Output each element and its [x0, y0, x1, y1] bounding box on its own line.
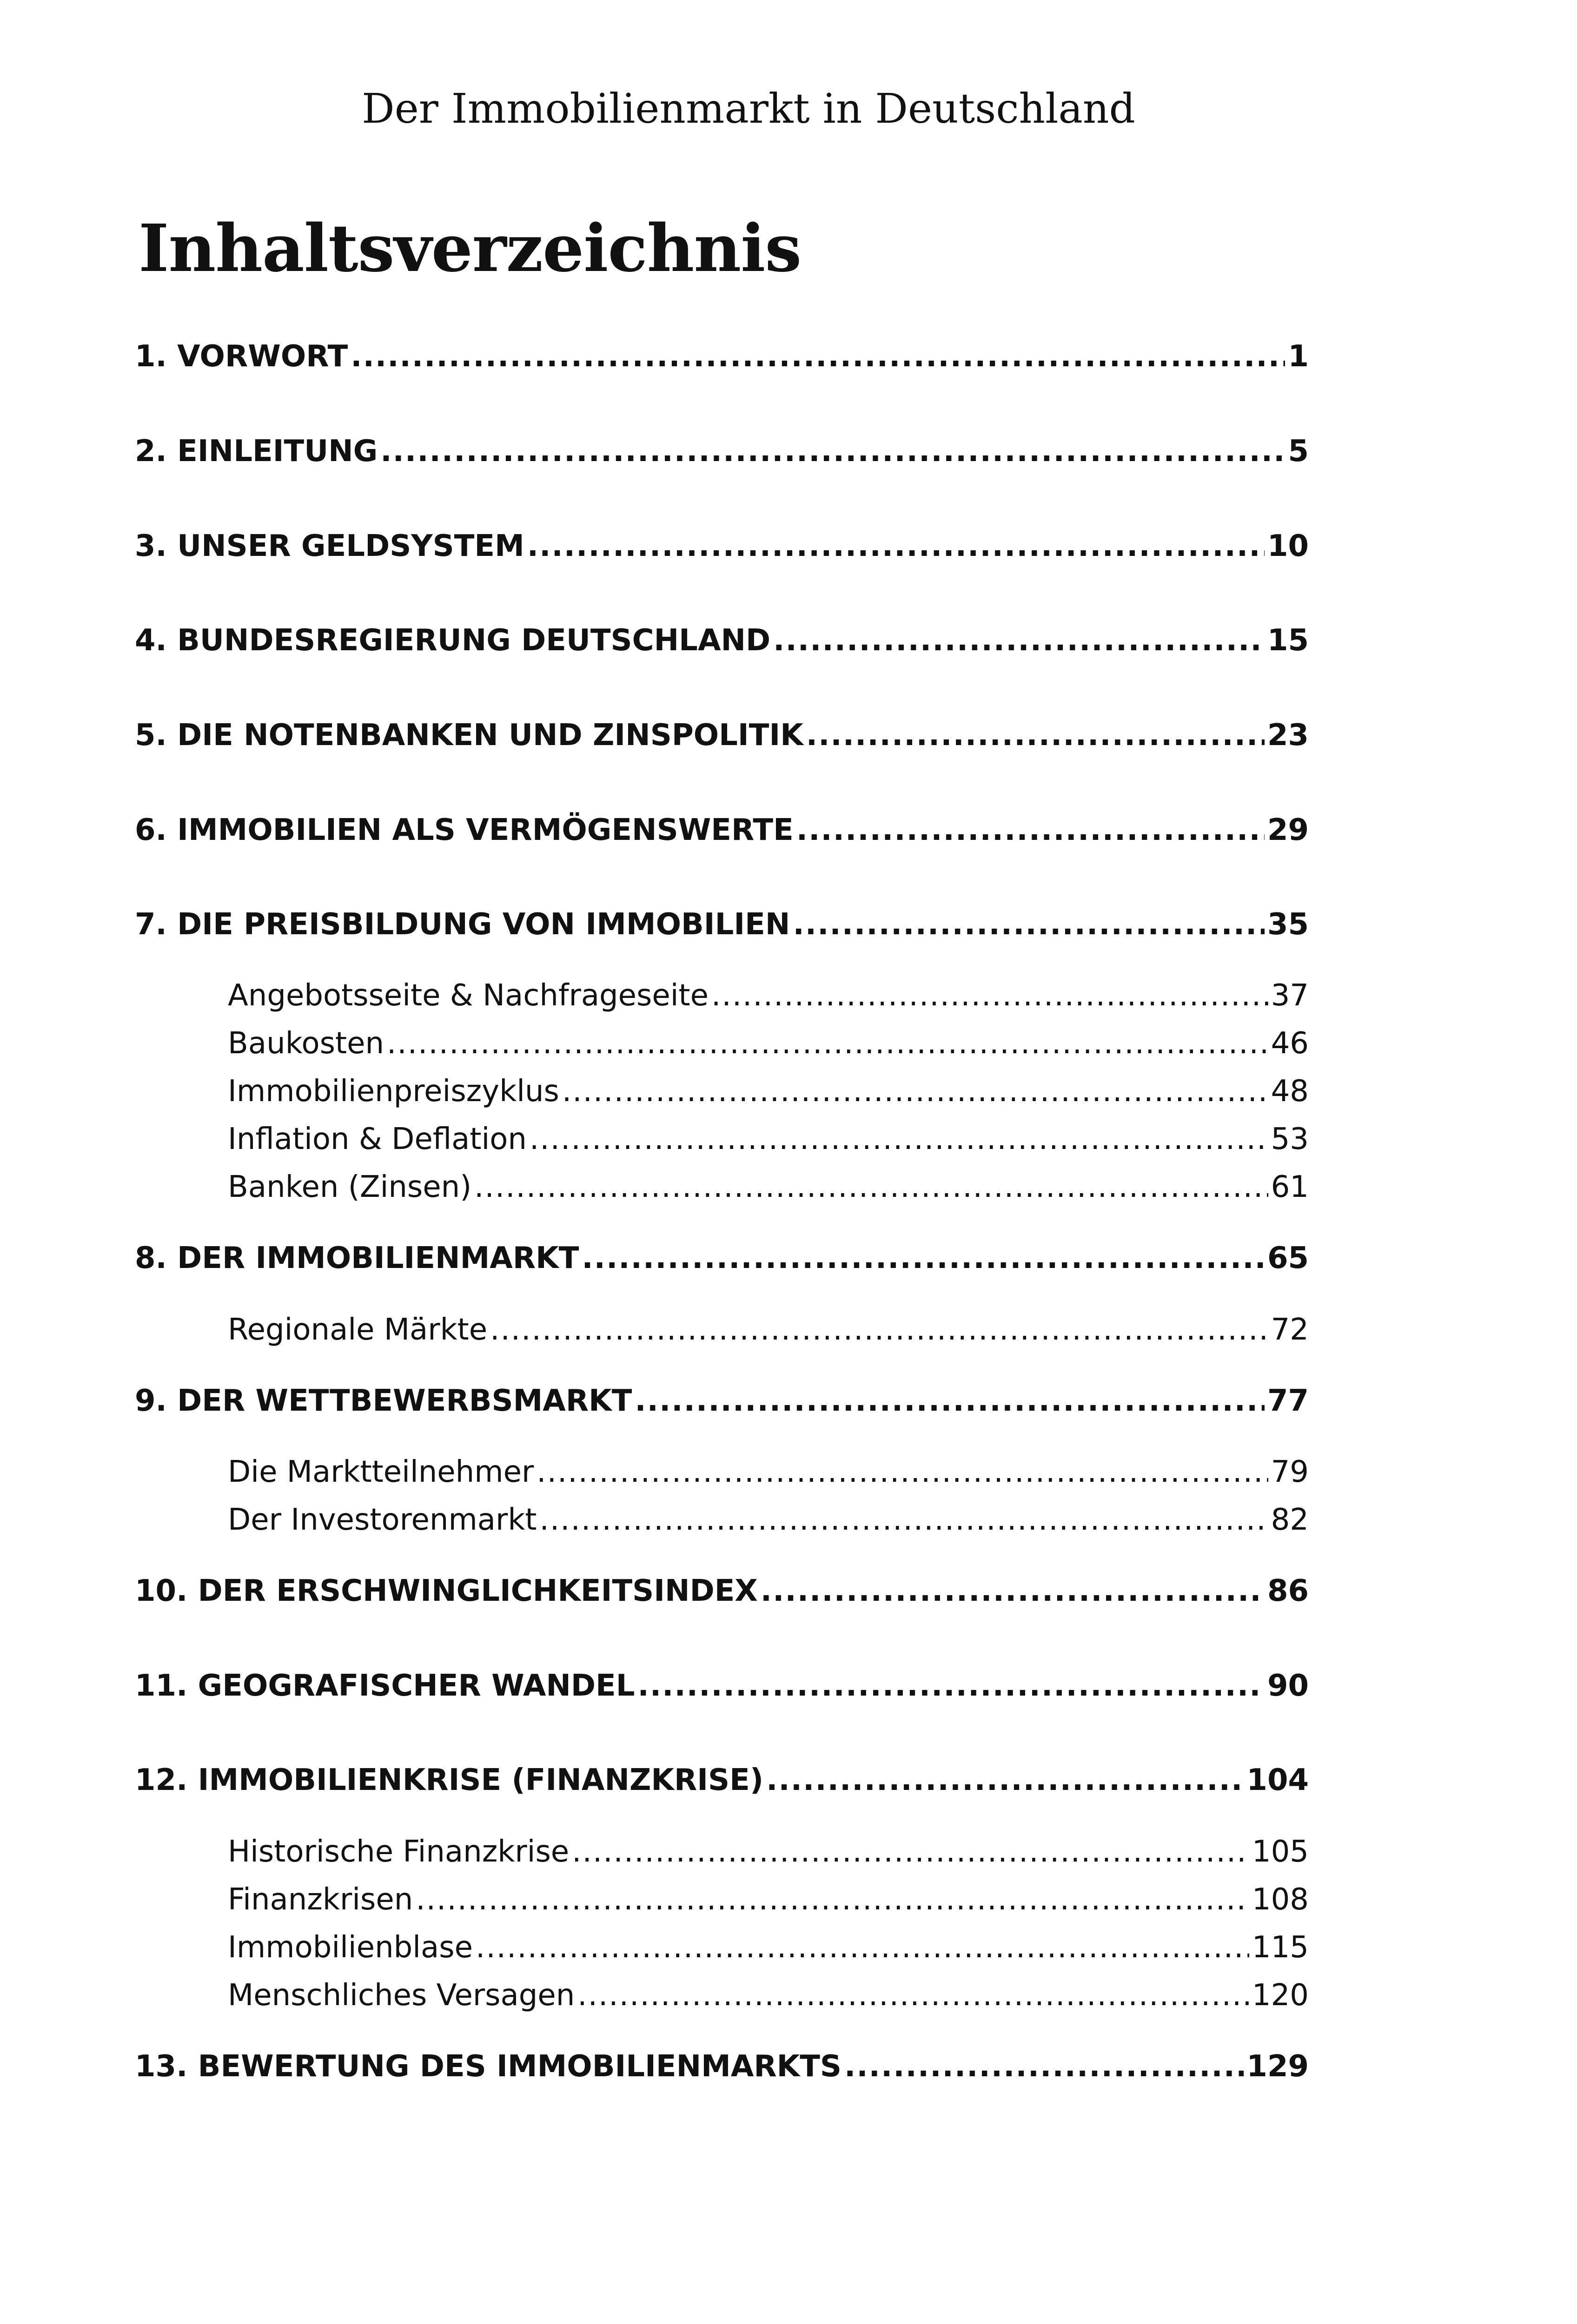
toc-page-number: 129 [1246, 2049, 1309, 2084]
toc-page-number: 23 [1267, 718, 1309, 753]
running-header: Der Immobilienmarkt in Deutschland [362, 85, 1135, 132]
toc-entry-label: Menschliches Versagen [228, 1978, 575, 2013]
toc-subentry-baukosten[interactable] [228, 1026, 1309, 1061]
toc-entry-label: 5. DIE NOTENBANKEN UND ZINSPOLITIK [135, 718, 803, 753]
toc-subentry-preiszyklus[interactable] [228, 1074, 1309, 1109]
dot-leader [490, 1315, 1268, 1345]
toc-page-number: 120 [1252, 1978, 1309, 2013]
toc-subentry-regionale-maerkte[interactable] [228, 1315, 1309, 1345]
toc-entry-label: 4. BUNDESREGIERUNG DEUTSCHLAND [135, 623, 771, 658]
toc-entry-label: Der Investorenmarkt [228, 1503, 537, 1537]
toc-entry-wettbewerbsmarkt[interactable] [135, 1386, 1309, 1416]
toc-page-number: 37 [1271, 978, 1309, 1013]
toc-entry-label: Inflation & Deflation [228, 1122, 527, 1156]
toc-entry-preisbildung[interactable] [135, 907, 1309, 942]
dot-leader [537, 1457, 1268, 1487]
toc-page-number: 77 [1267, 1384, 1309, 1418]
dot-leader [577, 1981, 1249, 2010]
toc-page-number: 86 [1267, 1574, 1309, 1608]
toc-entry-einleitung[interactable] [135, 434, 1309, 469]
toc-page-number: 53 [1271, 1122, 1309, 1156]
dot-leader [474, 1172, 1268, 1202]
dot-leader [773, 626, 1265, 655]
toc-subentry-menschliches-versagen[interactable] [228, 1978, 1309, 2013]
toc-entry-vermoegenswerte[interactable] [135, 815, 1309, 845]
toc-entry-label: Immobilienblase [228, 1930, 473, 1965]
toc-entry-label: 12. IMMOBILIENKRISE (FINANZKRISE) [135, 1763, 764, 1797]
toc-entry-immobilienkrise[interactable] [135, 1765, 1309, 1795]
toc-page-number: 65 [1267, 1241, 1309, 1275]
dot-leader [796, 815, 1265, 845]
toc-entry-notenbanken[interactable] [135, 718, 1309, 753]
dot-leader [572, 1837, 1249, 1867]
dot-leader [793, 910, 1265, 939]
dot-leader [844, 2052, 1244, 2081]
dot-leader [351, 342, 1285, 371]
toc-page-number: 29 [1267, 813, 1309, 847]
toc-subentry-immobilienblase[interactable] [228, 1930, 1309, 1965]
toc-entry-label: 9. DER WETTBEWERBSMARKT [135, 1384, 632, 1418]
toc-entry-label: 10. DER ERSCHWINGLICHKEITSINDEX [135, 1574, 758, 1608]
toc-subentry-finanzkrisen[interactable] [228, 1882, 1309, 1917]
toc-entry-label: 7. DIE PREISBILDUNG VON IMMOBILIEN [135, 907, 790, 942]
toc-page-number: 48 [1271, 1074, 1309, 1109]
toc-entry-unser-geldsystem[interactable] [135, 531, 1309, 561]
toc-page-number: 82 [1271, 1503, 1309, 1537]
toc-subentry-investorenmarkt[interactable] [228, 1505, 1309, 1535]
toc-subentry-marktteilnehmer[interactable] [228, 1457, 1309, 1487]
page-title: Inhaltsverzeichnis [139, 211, 802, 287]
dot-leader [527, 531, 1265, 561]
dot-leader [539, 1505, 1268, 1535]
toc-entry-bewertung[interactable] [135, 2049, 1309, 2084]
toc-entry-label: Historische Finanzkrise [228, 1835, 570, 1869]
toc-entry-label: 3. UNSER GELDSYSTEM [135, 529, 524, 563]
dot-leader [806, 720, 1265, 750]
toc-page-number: 104 [1246, 1763, 1309, 1797]
toc-entry-label: 11. GEOGRAFISCHER WANDEL [135, 1669, 635, 1703]
toc-page-number: 90 [1267, 1669, 1309, 1703]
dot-leader [638, 1671, 1265, 1701]
toc-entry-label: 8. DER IMMOBILIENMARKT [135, 1241, 579, 1275]
toc-entry-label: Finanzkrisen [228, 1882, 413, 1917]
toc-page-number: 35 [1267, 907, 1309, 942]
toc-entry-label: 13. BEWERTUNG DES IMMOBILIENMARKTS [135, 2049, 842, 2084]
toc-page-number: 61 [1271, 1170, 1309, 1204]
toc-subentry-historische-finanzkrise[interactable] [228, 1837, 1309, 1867]
toc-entry-label: Baukosten [228, 1026, 384, 1061]
toc-entry-label: Regionale Märkte [228, 1313, 488, 1347]
toc-page-number: 108 [1252, 1882, 1309, 1917]
dot-leader [761, 1576, 1265, 1606]
toc-page-number: 115 [1252, 1930, 1309, 1965]
toc-entry-immobilienmarkt[interactable] [135, 1243, 1309, 1273]
toc-entry-label: Angebotsseite & Nachfrageseite [228, 978, 709, 1013]
dot-leader [387, 1029, 1268, 1058]
toc-page-number: 105 [1252, 1835, 1309, 1869]
toc-page-number: 79 [1271, 1455, 1309, 1489]
toc-entry-bundesregierung[interactable] [135, 623, 1309, 658]
toc-entry-label: Banken (Zinsen) [228, 1170, 472, 1204]
toc-page-number: 15 [1267, 623, 1309, 658]
dot-leader [635, 1386, 1265, 1416]
toc-subentry-angebotsseite[interactable] [228, 978, 1309, 1013]
toc-page-number: 72 [1271, 1313, 1309, 1347]
toc-page-number: 5 [1288, 434, 1309, 469]
toc-entry-label: 2. EINLEITUNG [135, 434, 378, 469]
toc-subentry-inflation[interactable] [228, 1124, 1309, 1154]
dot-leader [476, 1933, 1249, 1962]
toc-entry-label: Die Marktteilnehmer [228, 1455, 534, 1489]
dot-leader [562, 1076, 1268, 1106]
dot-leader [582, 1243, 1265, 1273]
toc-entry-label: 6. IMMOBILIEN ALS VERMÖGENSWERTE [135, 813, 794, 847]
toc-entry-label: 1. VORWORT [135, 339, 348, 374]
toc-entry-label: Immobilienpreiszyklus [228, 1074, 559, 1109]
dot-leader [530, 1124, 1268, 1154]
dot-leader [416, 1885, 1249, 1915]
dot-leader [711, 981, 1268, 1010]
dot-leader [380, 436, 1285, 466]
toc-page-number: 10 [1267, 529, 1309, 563]
toc-page-number: 1 [1288, 339, 1309, 374]
toc-entry-geografischer-wandel[interactable] [135, 1671, 1309, 1701]
toc-entry-erschwinglichkeitsindex[interactable] [135, 1576, 1309, 1606]
toc-entry-vorwort[interactable] [135, 339, 1309, 374]
toc-page-number: 46 [1271, 1026, 1309, 1061]
toc-subentry-banken[interactable] [228, 1172, 1309, 1202]
dot-leader [766, 1765, 1244, 1795]
